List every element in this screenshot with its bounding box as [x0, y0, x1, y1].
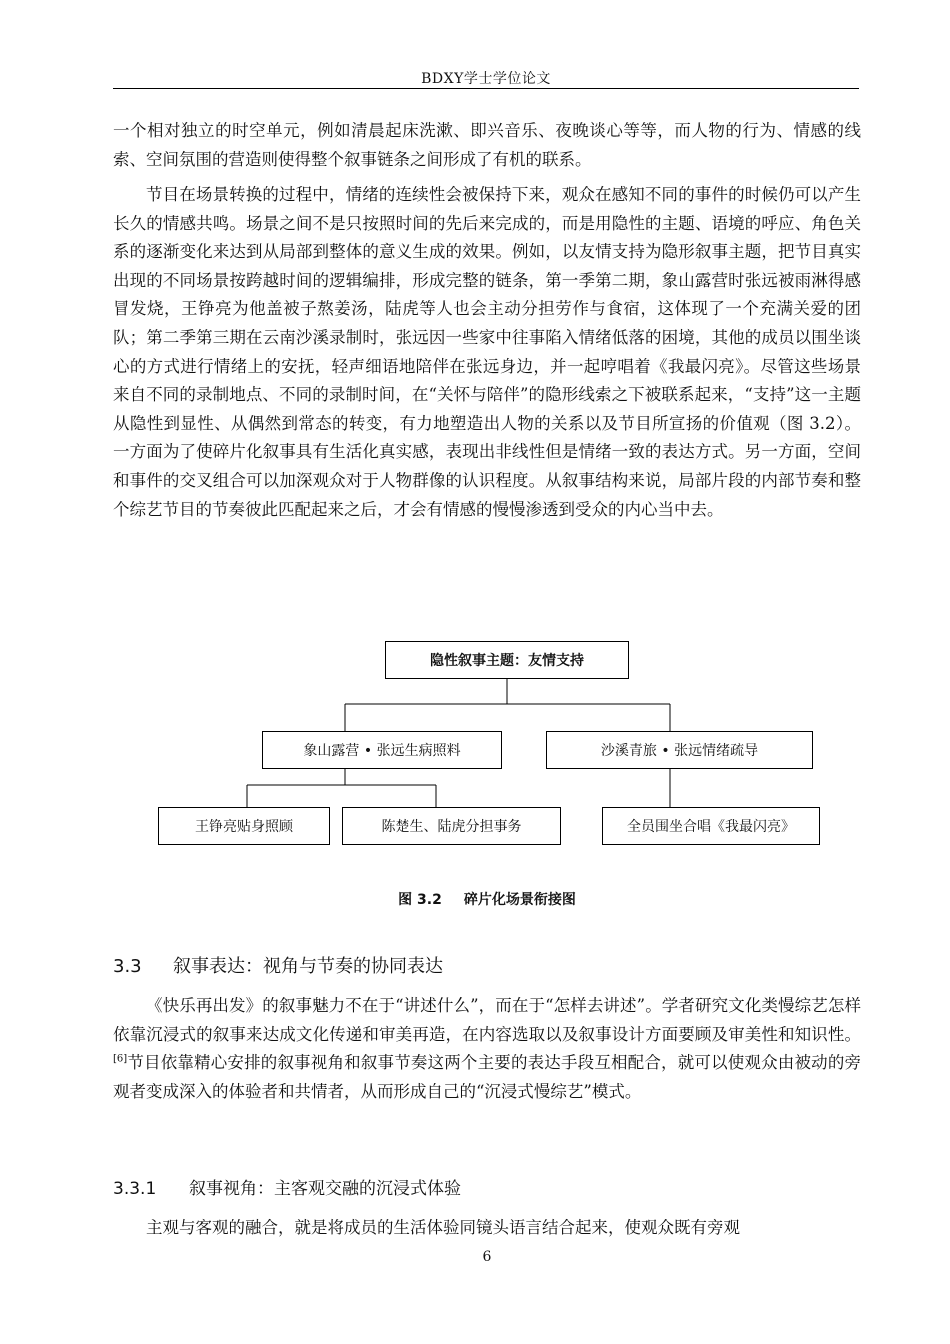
figure-caption-text: 碎片化场景衔接图 [463, 892, 576, 908]
paragraph-narrative-appeal [113, 992, 861, 1106]
paragraph-scene-transition: 节目在场景转换的过程中，情绪的连续性会被保持下来，观众在感知不同的事件的时候仍可以产生长久的情感共鸣。场景之间不是只按照时间的先后来完成的，而是用隐性的主题、语境的呼应、角色关系的逐渐变化来达到从局部到整体的意义生成的效果。例如，以友情支持为隐形叙事主题，把节目真实出现的不同场景按跨越时间的逻辑编排，形成完整的链条，第一季第二期，象山露营时张远被雨淋得感冒发烧，王铮亮为他盖被子熬姜汤，陆虎等人也会主动分担劳作与食宿，这体现了一个充满关爱的团队；第二季第三期在云南沙溪录制时，张远因一些家中往事陷入情绪低落的困境，其他的成员以围坐谈心的方式进行情绪上的安抚，轻声细语地陪伴在张远身边，并一起哼唱着《我最闪亮》。尽管这些场景来自不同的录制地点、不同的录制时间，在“关怀与陪伴”的隐形线索之下被联系起来，“支持”这一主题从隐性到显性、从偶然到常态的转变，有力地塑造出人物的关系以及节目所宣扬的价值观（图 3.2）。一方面为了使碎片化叙事具有生活化真实感，表现出非线性但是情绪一致的表达方式。另一方面，空间和事件的交叉组合可以加深观众对于人物群像的认识程度。从叙事结构来说，局部片段的内部节奏和整个综艺节目的节奏彼此匹配起来之后，才会有情感的慢慢渗透到受众的内心当中去。 [113, 185, 861, 519]
figure-number: 图 3.2 [398, 892, 442, 908]
section-title: 叙事表达：视角与节奏的协同表达 [173, 956, 443, 977]
diagram-leaf-3-box: 全员围坐合唱《我最闪亮》 [602, 807, 820, 845]
section-heading-3-3-1 [113, 1174, 461, 1199]
paragraph-text: 节目依靠精心安排的叙事视角和叙事节奏这两个主要的表达手段互相配合，就可以使观众由被动的旁观者变成深入的体验者和共情者，从而形成自己的“沉浸式慢综艺”模式。 [113, 1053, 861, 1101]
page-number: 6 [482, 1249, 492, 1265]
running-header: BDXY学士学位论文 [421, 71, 551, 87]
header-rule [113, 88, 859, 89]
paragraph-continued: 一个相对独立的时空单元，例如清晨起床洗漱、即兴音乐、夜晚谈心等等，而人物的行为、情感的线索、空间氛围的营造则使得整个叙事链条之间形成了有机的联系。 [113, 121, 861, 169]
subsection-number: 3.3.1 [113, 1179, 157, 1199]
diagram-leaf-2-box: 陈楚生、陆虎分担事务 [342, 807, 561, 845]
diagram-branch-right-box: 沙溪青旅 • 张远情绪疏导 [546, 731, 813, 769]
diagram-leaf-1-box: 王铮亮贴身照顾 [158, 807, 330, 845]
section-number: 3.3 [113, 956, 142, 977]
citation-marker: [6] [113, 1053, 128, 1065]
paragraph-text: 《快乐再出发》的叙事魅力不在于“讲述什么”，而在于“怎样去讲述”。学者研究文化类慢综艺怎样依靠沉浸式的叙事来达成文化传递和审美再造，在内容选取以及叙事设计方面要顾及审美性和知识性。 [113, 996, 861, 1044]
section-heading-3-3 [113, 952, 443, 978]
paragraph-subjective-objective: 主观与客观的融合，就是将成员的生活体验同镜头语言结合起来，使观众既有旁观 [146, 1218, 740, 1237]
subsection-title: 叙事视角：主客观交融的沉浸式体验 [189, 1179, 461, 1199]
figure-caption [113, 889, 861, 909]
diagram-root-box: 隐性叙事主题：友情支持 [385, 641, 629, 679]
diagram-branch-left-box: 象山露营 • 张远生病照料 [262, 731, 502, 769]
